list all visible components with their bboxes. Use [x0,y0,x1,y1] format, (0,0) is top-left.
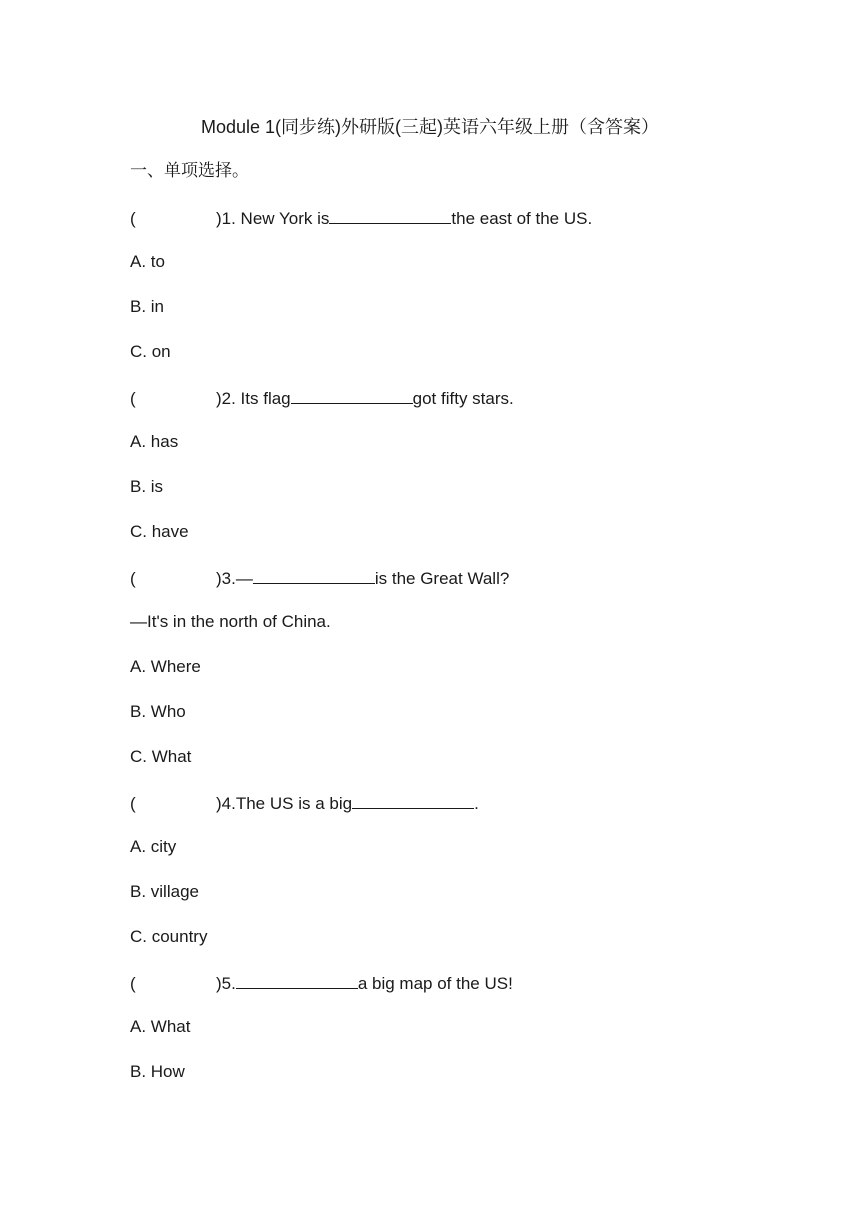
question-suffix: got fifty stars. [412,389,514,408]
option: B. Who [130,702,186,721]
option: C. have [130,522,189,541]
question-prefix: )2. Its flag [216,389,291,408]
dialogue-answer-line: —It's in the north of China. [130,612,331,631]
fill-blank [291,386,413,404]
question-prefix: )4.The US is a big [216,794,353,813]
option: A. What [130,1017,191,1036]
fill-blank [329,206,451,224]
answer-bracket: ( [130,974,136,993]
question-suffix: . [474,794,479,813]
question-4 [130,791,479,815]
question-prefix: )1. New York is [216,209,330,228]
answer-bracket: ( [130,794,136,813]
fill-blank [253,566,375,584]
document-title: Module 1(同步练)外研版(三起)英语六年级上册（含答案） [200,117,660,137]
question-prefix: )5. [216,974,236,993]
question-5 [130,971,513,995]
fill-blank [236,971,358,989]
question-3 [130,566,509,590]
fill-blank [352,791,474,809]
question-prefix: )3.— [216,569,253,588]
question-2 [130,386,514,410]
option: B. How [130,1062,185,1081]
option: A. Where [130,657,201,676]
option: B. village [130,882,199,901]
section-heading: 一、单项选择。 [130,161,249,180]
answer-bracket: ( [130,569,136,588]
option: A. city [130,837,177,856]
question-suffix: the east of the US. [451,209,593,228]
answer-bracket: ( [130,209,136,228]
option: B. is [130,477,164,496]
option: C. country [130,927,208,946]
option: C. on [130,342,171,361]
question-1 [130,206,592,230]
answer-bracket: ( [130,389,136,408]
question-suffix: is the Great Wall? [374,569,510,588]
question-suffix: a big map of the US! [357,974,513,993]
option: A. to [130,252,165,271]
option: B. in [130,297,165,316]
option: A. has [130,432,179,451]
option: C. What [130,747,192,766]
